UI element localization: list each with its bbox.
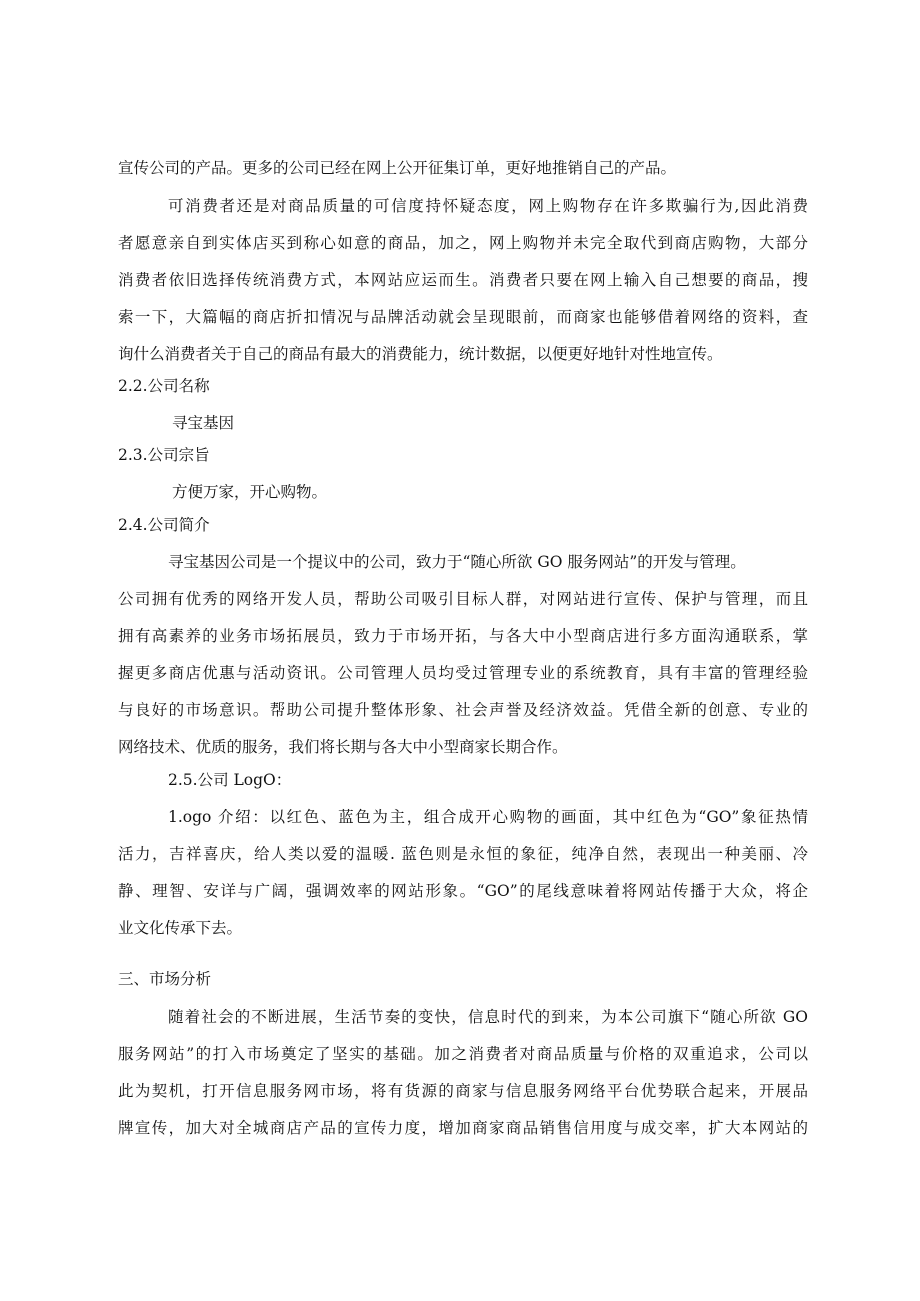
section-heading-market-analysis: 三、市场分析 <box>118 970 212 988</box>
paragraph-line: 业文化传承下去。 <box>118 919 243 937</box>
paragraph-line: 消费者依旧选择传统消费方式，本网站应运而生。消费者只要在网上输入自己想要的商品，搜 <box>118 271 808 289</box>
paragraph-line: 握更多商店优惠与活动资讯。公司管理人员均受过管理专业的系统教育，具有丰富的管理经验 <box>118 664 808 682</box>
paragraph-line: 可消费者还是对商品质量的可信度持怀疑态度，网上购物存在许多欺骗行为,因此消费 <box>168 197 808 215</box>
paragraph-line: 拥有高素养的业务市场拓展员，致力于市场开拓，与各大中小型商店进行多方面沟通联系，掌 <box>118 627 808 645</box>
paragraph-line: 1.ogo 介绍：以红色、蓝色为主，组合成开心购物的画面，其中红色为“GO”象征热情 <box>168 808 808 826</box>
company-name-value: 寻宝基因 <box>172 414 235 432</box>
paragraph-line: 静、理智、安详与广阔，强调效率的网站形象。“GO”的尾线意味着将网站传播于大众，将企 <box>118 882 808 900</box>
paragraph-line: 索一下，大篇幅的商店折扣情况与品牌活动就会呈现眼前，而商家也能够借着网络的资料，查 <box>118 308 808 326</box>
section-heading-company-profile: 2.4.公司简介 <box>118 516 210 534</box>
paragraph-line: 公司拥有优秀的网络开发人员，帮助公司吸引目标人群，对网站进行宣传、保护与管理，而且 <box>118 590 808 608</box>
paragraph-line: 询什么消费者关于自己的商品有最大的消费能力，统计数据，以便更好地针对性地宣传。 <box>118 345 723 363</box>
paragraph-line: 宣传公司的产品。更多的公司已经在网上公开征集订单，更好地推销自己的产品。 <box>118 159 677 177</box>
paragraph-line: 与良好的市场意识。帮助公司提升整体形象、社会声誉及经济效益。凭借全新的创意、专业的 <box>118 701 808 719</box>
paragraph-line: 牌宣传，加大对全城商店产品的宣传力度，增加商家商品销售信用度与成交率，扩大本网站的 <box>118 1119 808 1137</box>
paragraph-line: 活力，吉祥喜庆，给人类以爱的温暖. 蓝色则是永恒的象征，纯净自然，表现出一种美丽、冷 <box>118 845 808 863</box>
paragraph-line: 寻宝基因公司是一个提议中的公司，致力于“随心所欲 GO 服务网站”的开发与管理。 <box>168 553 746 571</box>
section-heading-company-purpose: 2.3.公司宗旨 <box>118 446 210 464</box>
company-purpose-value: 方便万家，开心购物。 <box>172 483 328 501</box>
paragraph-line: 随着社会的不断进展，生活节奏的变快，信息时代的到来，为本公司旗下“随心所欲 GO <box>168 1008 808 1026</box>
paragraph-line: 者愿意亲自到实体店买到称心如意的商品，加之，网上购物并未完全取代到商店购物，大部分 <box>118 234 808 252</box>
paragraph-line: 服务网站”的打入市场奠定了坚实的基础。加之消费者对商品质量与价格的双重追求，公司以 <box>118 1045 808 1063</box>
section-heading-company-logo: 2.5.公司 LogO： <box>168 771 292 789</box>
section-heading-company-name: 2.2.公司名称 <box>118 377 210 395</box>
paragraph-line: 网络技术、优质的服务，我们将长期与各大中小型商家长期合作。 <box>118 738 568 756</box>
paragraph-line: 此为契机，打开信息服务网市场，将有货源的商家与信息服务网络平台优势联合起来，开展品 <box>118 1082 808 1100</box>
